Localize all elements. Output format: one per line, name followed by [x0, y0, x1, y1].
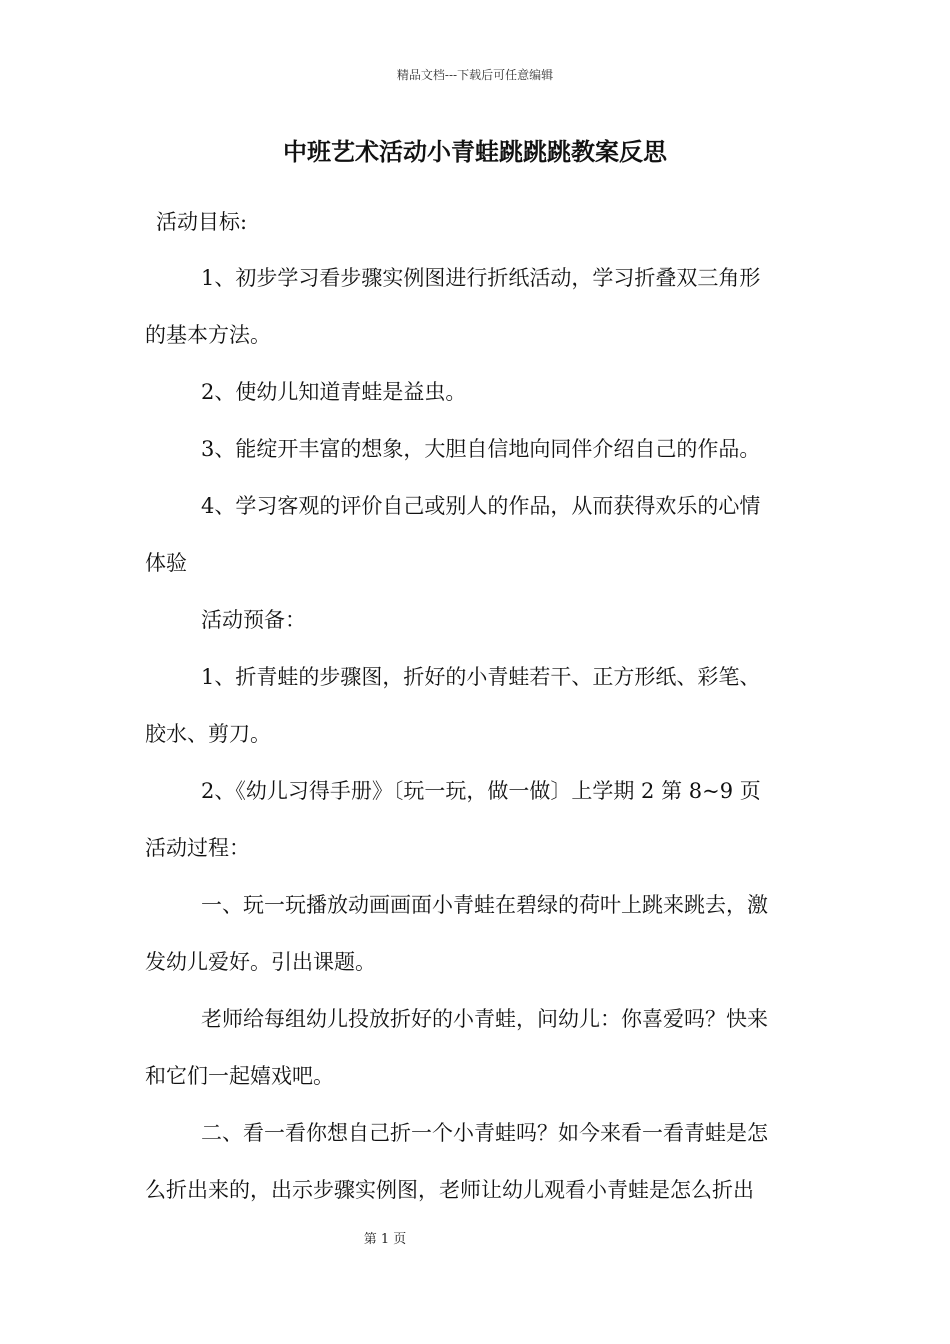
paragraph-line: 2、使幼儿知道青蛙是益虫。 — [201, 380, 467, 404]
paragraph-line: 3、能绽开丰富的想象，大胆自信地向同伴介绍自己的作品。 — [201, 437, 761, 461]
paragraph-line: 1、初步学习看步骤实例图进行折纸活动，学习折叠双三角形 — [201, 266, 761, 290]
paragraph-line: 1、折青蛙的步骤图，折好的小青蛙若干、正方形纸、彩笔、 — [201, 665, 761, 689]
document-title: 中班艺术活动小青蛙跳跳跳教案反思 — [283, 137, 667, 166]
section-heading-prep: 活动预备： — [201, 608, 306, 632]
paragraph-line: 发幼儿爱好。引出课题。 — [145, 950, 376, 974]
section-heading-process: 活动过程： — [145, 836, 250, 860]
page-number: 第 1 页 — [363, 1232, 407, 1247]
paragraph-line: 体验 — [145, 551, 187, 575]
paragraph-line: 和它们一起嬉戏吧。 — [145, 1064, 334, 1088]
paragraph-line: 4、学习客观的评价自己或别人的作品，从而获得欢乐的心情 — [201, 494, 761, 518]
paragraph-line: 2、《幼儿习得手册》〔玩一玩，做一做〕上学期 2 第 8~9 页 — [201, 779, 761, 803]
page-header: 精品文档---下载后可任意编辑 — [396, 68, 554, 82]
paragraph-line: 胶水、剪刀。 — [145, 722, 271, 746]
paragraph-line: 么折出来的，出示步骤实例图，老师让幼儿观看小青蛙是怎么折出 — [145, 1178, 754, 1202]
paragraph-line: 一、玩一玩播放动画画面小青蛙在碧绿的荷叶上跳来跳去，激 — [201, 893, 768, 917]
paragraph-line: 老师给每组幼儿投放折好的小青蛙，问幼儿：你喜爱吗？快来 — [201, 1007, 768, 1031]
paragraph-line: 的基本方法。 — [145, 323, 271, 347]
paragraph-line: 二、看一看你想自己折一个小青蛙吗？如今来看一看青蛙是怎 — [201, 1121, 768, 1145]
section-heading-goals: 活动目标: — [156, 210, 248, 234]
